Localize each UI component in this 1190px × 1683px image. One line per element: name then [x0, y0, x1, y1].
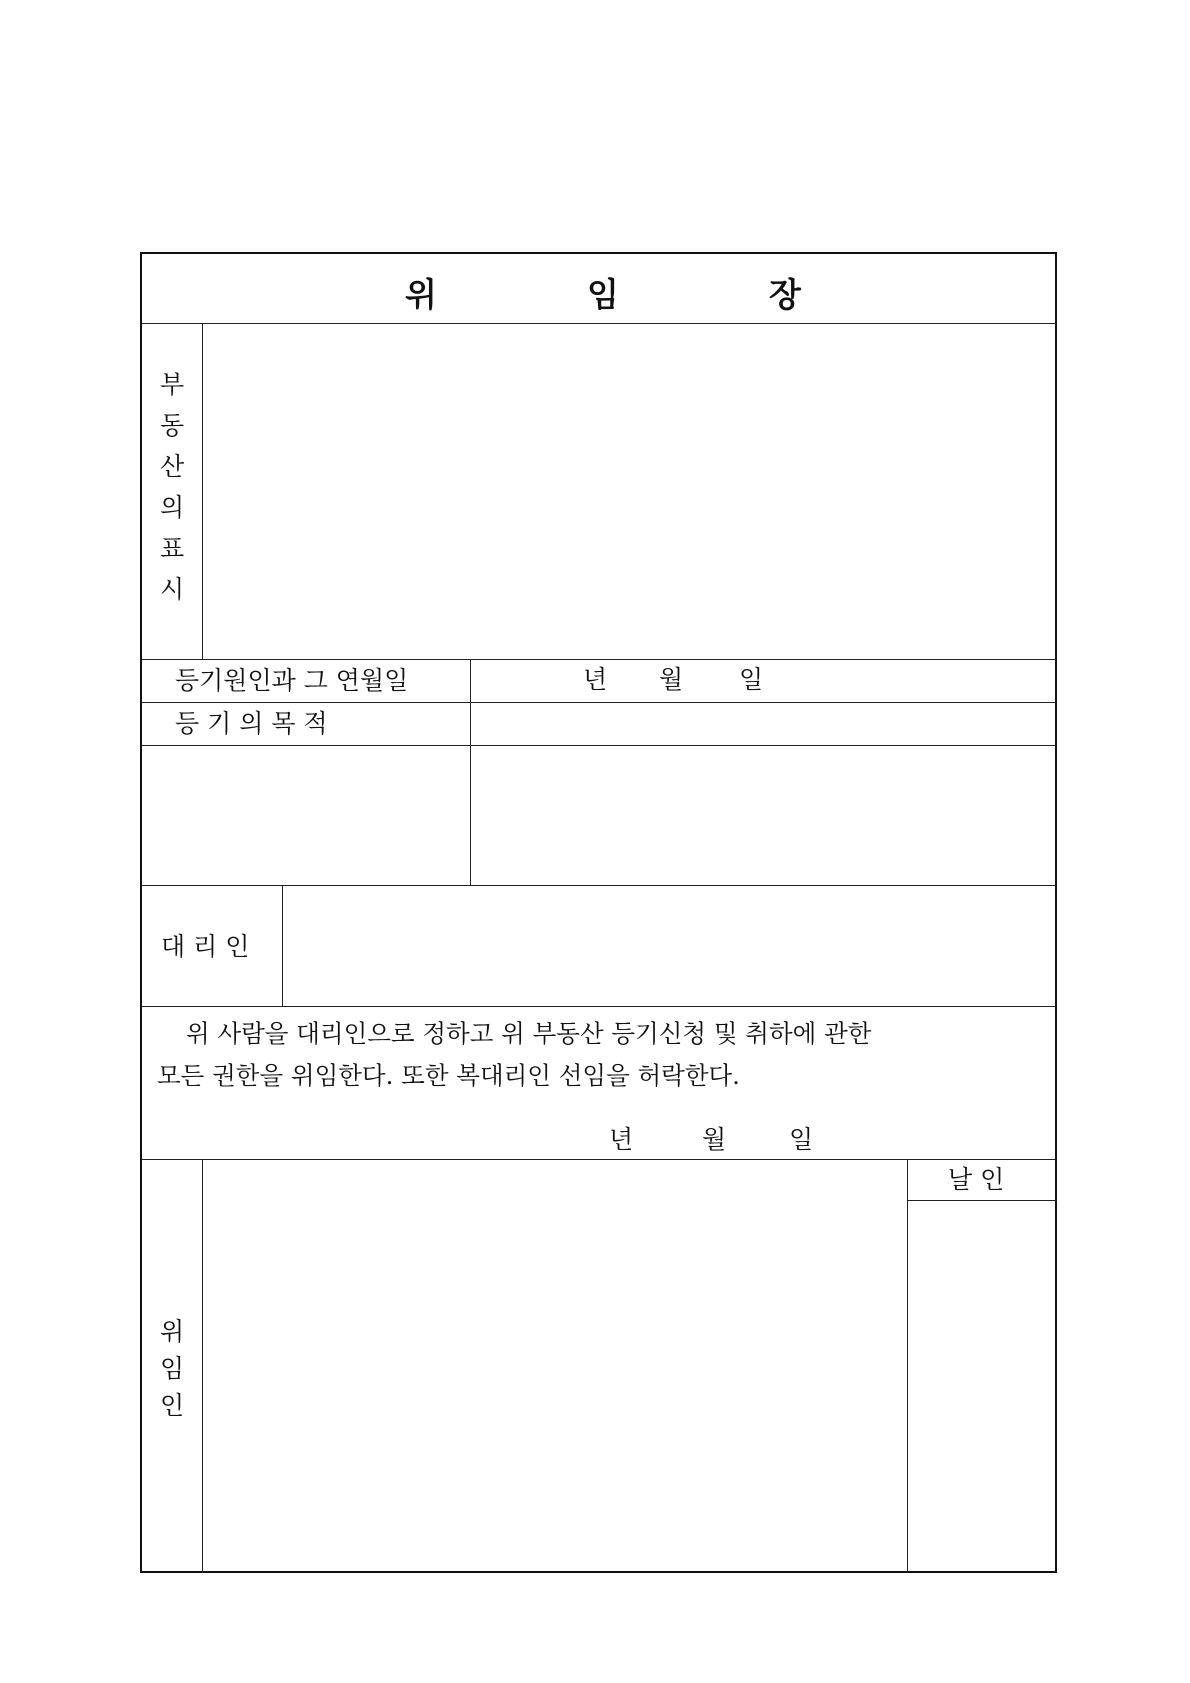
property-label-char: 표 [160, 534, 185, 563]
cause-month: 월 [659, 665, 684, 694]
purpose-label: 등 기 의 목 적 [175, 709, 328, 738]
delegator-field[interactable] [204, 1161, 906, 1571]
delegator-label-char: 인 [160, 1391, 185, 1420]
divider-statement [142, 1159, 1055, 1160]
property-label [160, 372, 184, 618]
divider-blank-row [142, 885, 1055, 886]
property-label-char: 부 [160, 370, 185, 399]
statement-month: 월 [702, 1125, 727, 1154]
blank-cell-right[interactable] [472, 747, 1056, 884]
statement-day: 일 [789, 1125, 814, 1154]
cause-label: 등기원인과 그 연월일 [175, 666, 409, 695]
blank-cell-left[interactable] [144, 747, 469, 884]
property-field[interactable] [204, 325, 1056, 658]
statement-line-1: 위 사람을 대리인으로 정하고 위 부동산 등기신청 및 취하에 관한 [186, 1019, 872, 1048]
divider-title [142, 323, 1055, 324]
seal-field[interactable] [909, 1202, 1056, 1571]
divider-delegator-label [202, 1159, 203, 1573]
divider-agent-label [282, 885, 283, 1006]
divider-agent [142, 1006, 1055, 1007]
agent-field[interactable] [284, 887, 1056, 1005]
divider-purpose [142, 745, 1055, 746]
purpose-field[interactable] [472, 704, 1056, 744]
divider-cause-purpose-col [470, 659, 471, 885]
statement-year: 년 [609, 1125, 634, 1154]
divider-property [142, 659, 1055, 660]
delegator-label-char: 임 [160, 1354, 185, 1383]
property-label-char: 동 [160, 411, 185, 440]
cause-year: 년 [583, 665, 608, 694]
delegator-label-char: 위 [160, 1317, 185, 1346]
cause-day: 일 [739, 665, 764, 694]
power-of-attorney-form [140, 252, 1057, 1573]
divider-property-label [202, 323, 203, 659]
property-label-char: 산 [160, 452, 185, 481]
property-label-char: 의 [160, 493, 185, 522]
divider-seal-header [907, 1200, 1057, 1201]
title-char-2: 임 [587, 275, 619, 314]
statement-line-2: 모든 권한을 위임한다. 또한 복대리인 선임을 허락한다. [157, 1061, 740, 1090]
divider-cause [142, 702, 1055, 703]
title-char-1: 위 [405, 275, 437, 314]
delegator-label [160, 1319, 184, 1430]
seal-label: 날 인 [948, 1165, 1005, 1194]
title-char-3: 장 [769, 275, 801, 314]
property-label-char: 시 [160, 575, 185, 604]
divider-seal-col [907, 1159, 908, 1573]
agent-label: 대 리 인 [161, 932, 250, 961]
